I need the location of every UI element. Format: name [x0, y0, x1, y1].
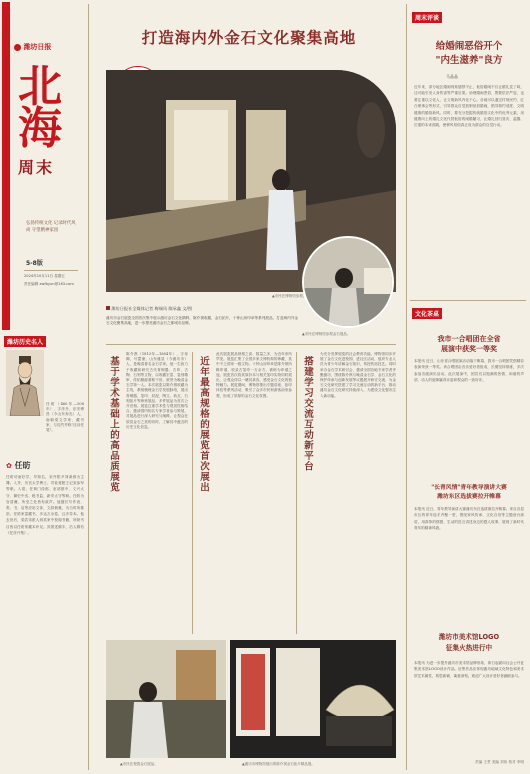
byline — [106, 306, 192, 312]
title-char-1: 北 — [18, 61, 62, 112]
news-3-title — [414, 632, 524, 654]
news-1-title — [414, 334, 524, 354]
bottom-photo-right — [230, 640, 396, 758]
visitors-viewing-icon — [304, 238, 394, 328]
column-3-body: 为充分发挥展览的社会教育功能，博物馆同步开展了金石文化进校园、进社区活动，组织专业人员为青少年讲解金石知识，传授传拓技艺。同时举办金石学术研讨会，邀请全国各地专家学者齐聚潍坊，围绕陈介祺与晚清金石学、金石文化的保护传承与创新发展等议题展开研讨交流，为金石文化研究搭建了学习交流互动的新平台，推动潍坊金石文化研究持续深入，为建设文化强市注入新动能。 — [320, 352, 396, 398]
history-bio: 任昉幼而好学，早知名，宋丹阳尹刘秉辟为主簿。入齐，历官太学博士、司徒竟陵王记室参军等职。入梁，任黄门侍郎、吏部郎中、义兴太守、御史中丞、秘书监、新安太守等职。任昉为官清廉，所至之处皆有政声。他擅长写作表、奏、书、启等应用文体，文辞典雅，为当时所推崇。任昉家富藏书，多达万余卷，且多异本。他去世后，梁武帝派人到其家中校阅书籍，所缺书目皆以任昉家藏本补足。其著述颇丰，后人辑有《任彦升集》。 — [6, 475, 84, 535]
inset-photo — [302, 236, 394, 328]
comment-title-line-1: 给婚闹恶俗开个 — [435, 41, 503, 52]
masthead-tagline: 弘扬传统文化 记录时代风尚 守望精神家园 — [26, 221, 76, 233]
side-rule — [406, 4, 407, 770]
masthead-title — [18, 61, 62, 178]
portrait-caption: 任昉（460年—508年），字彦升，乐安博昌（今山东寿光）人，南朝梁文学家、藏书家，与沈约并称"沈诗任笔"。 — [46, 402, 84, 433]
subhead-1: 基于学术基础上的高品质展览 — [108, 356, 119, 493]
news-2-title — [414, 484, 524, 502]
news-2-title-line-2: 潍坊东区选拔赛拉开帷幕 — [437, 494, 501, 500]
hero-caption-1: ▲市民在博物馆参观。 — [272, 294, 307, 298]
subhead-2: 近年最高规格的展览首次展出 — [198, 356, 209, 493]
subhead-3: 搭建学习交流互动新平台 — [302, 356, 313, 472]
column-1-body: 陈介祺（1813年—1884年），字寿卿，号簠斋，山东潍县（今潍坊市）人，是晚清著名金石学家。他一生致力于收藏和研究古代青铜器、古印、古陶、石刻等文物，以收藏宏富、鉴别精审、传拓精湛著称于世，被誉为晚清金石学第一人。本次展览以陈介祺收藏为主线，系统梳理金石学发展脉络，展出青铜器、玺印、封泥、陶文、砖瓦、石刻拓片等珍贵展品，多件展品为首次公开亮相。展览注重学术性与观赏性相结合，邀请国内知名专家学者参与策展，对展品进行深入研究与阐释，让观众在欣赏金石之美的同时，了解其中蕴含的历史文化信息。 — [126, 352, 188, 429]
comment-tag: 周末评谈 — [412, 12, 442, 23]
lead-paragraph: 潍坊市金石展览全国首次集中展示潍坊金石文化精粹，陈介祺收藏，金石拓片，十钟山房印举等系列展品，打造海内外金石文化聚集高地，进一步擦亮潍坊金石之都城市品牌。 — [106, 316, 298, 326]
comment-body: 近年来，部分地区婚闹现象屡禁不止，低俗婚闹不仅让婚礼变了味，还可能引发人身伤害等严重后果。治理婚闹恶俗，既要依法严惩，也要注重以文化人，让文明新风内化于心。各地可以通过村规民约、红白理事会等形式，引导群众自觉抵制低俗婚闹，倡导简约适度、文明健康的婚俗新风。同时，要充分挖掘传统婚俗文化中的优秀元素，用健康向上的婚礼文化代替低俗的闹婚陋习，让婚礼回归喜庆、温馨、庄重的本来面貌，使移风易俗真正成为群众的自觉行动。 — [414, 85, 524, 128]
gear-flower-icon: ✿ — [6, 462, 12, 470]
title-char-3: 周末 — [18, 158, 55, 177]
portrait-image — [6, 350, 44, 416]
culture-tag: 文化茶桌 — [412, 308, 442, 319]
title-char-2: 海 — [18, 103, 62, 154]
square-bullet-icon — [106, 306, 110, 310]
comment-title-line-2: "内生滋养"良方 — [435, 55, 503, 66]
main-article — [92, 4, 402, 772]
comment-title — [414, 40, 524, 68]
column-rule-1 — [192, 352, 193, 634]
page-footer: 责编 王哲 美编 刘伟 校对 李明 — [475, 760, 524, 764]
history-tag: 潍坊历史名人 — [4, 336, 46, 347]
history-name: 任昉 — [14, 461, 31, 470]
portrait-figure-icon — [6, 350, 44, 416]
sidebar-divider-1 — [410, 300, 526, 301]
issue-date: 2024年10月11日 星期五 — [24, 274, 65, 278]
sidebar — [410, 4, 526, 770]
news-2-body: 本报讯 近日，青年教导演讲大赛潍坊东区选拔赛拉开帷幕。来自各县市区的青年选手齐聚一堂，围绕家风传承、文化自信等主题登台演讲，用真挚的情感、生动的语言讲述身边的感人故事，展现了新时代青年的精神风貌。 — [414, 507, 524, 531]
masthead-rule — [88, 4, 89, 770]
news-1-title-line-2: 展演中获奖一等奖 — [441, 345, 497, 353]
masthead — [2, 2, 83, 332]
column-2-body: 此次展览展品规格之高、数量之多，为近年来所罕见。展览汇集了全国多家文博机构的珍藏，其中不乏国家一级文物。十钟山房印举是陈介祺所辑印谱，收录古玺印一万余方，被称为印谱之冠。展览首次将其原钤本与相关玺印实物同时展出，让观众得以一睹其真容，感受金石文化的独特魅力。展览期间，博物馆推出专题讲座、拓印体验等系列活动，吸引了众多市民和游客前来参观，形成了浓厚的金石文化氛围。 — [216, 352, 292, 398]
news-1-body: 本报讯 近日，山东省合唱展演活动落下帷幕，我市一合唱团凭借精彩表演荣获一等奖。该合唱团由音乐爱好者组成，长期坚持排练，多次参加各级演出活动。此次展演中，团员们以饱满的热情、和谐的声部、动人的旋律赢得评委和观众的一致好评。 — [414, 359, 524, 383]
edition-label: 5-8版 — [26, 260, 43, 267]
bottom-caption-left: ▲市民在观看金石展品。 — [120, 762, 158, 766]
main-title: 打造海内外金石文化聚集高地 — [141, 29, 357, 47]
news-3-title-line-1: 潍坊市美术馆LOGO — [438, 633, 500, 641]
edition-divider — [24, 270, 78, 271]
comment-author: 马晶晶 — [446, 74, 458, 79]
photographer-icon — [106, 640, 226, 758]
news-1-title-line-1: 我市一合唱团在全省 — [437, 335, 501, 343]
column-rule-2 — [296, 352, 297, 634]
lead-divider — [106, 344, 396, 345]
byline-text: 潍坊日报社全媒体记者 梅瑞凤 隋承鑫 文/图 — [111, 306, 193, 311]
masthead-red-bar — [2, 2, 10, 330]
news-3-body: 本报讯 为进一步提升潍坊市美术馆品牌形象，即日起面向社会公开征集美术馆LOGO设计作品。征集作品应体现潍坊地域文化特色和美术馆艺术属性，构思新颖，寓意深刻。欢迎广大设计爱好者踊跃参与。 — [414, 661, 524, 678]
bottom-photo-left — [106, 640, 226, 758]
hero-caption-2: ▲市民在博物馆参观金石展品。 — [302, 332, 351, 336]
news-2-title-line-1: "长青风情"青年教导演讲大赛 — [431, 485, 507, 491]
history-name-heading — [6, 460, 31, 471]
logo-mark-icon — [14, 44, 21, 51]
rubbings-display-icon — [230, 640, 396, 758]
bottom-caption-right: ▲潍坊市博物馆展出的陈介祺金石拓片精品展。 — [242, 762, 315, 766]
masthead-logo — [14, 42, 51, 52]
history-section — [4, 336, 84, 770]
news-3-title-line-2: 征集火热进行中 — [445, 644, 493, 652]
editor-line: 责任编辑 zwfbyun@163.com — [24, 282, 74, 286]
logo-text: 潍坊日报 — [23, 43, 52, 51]
